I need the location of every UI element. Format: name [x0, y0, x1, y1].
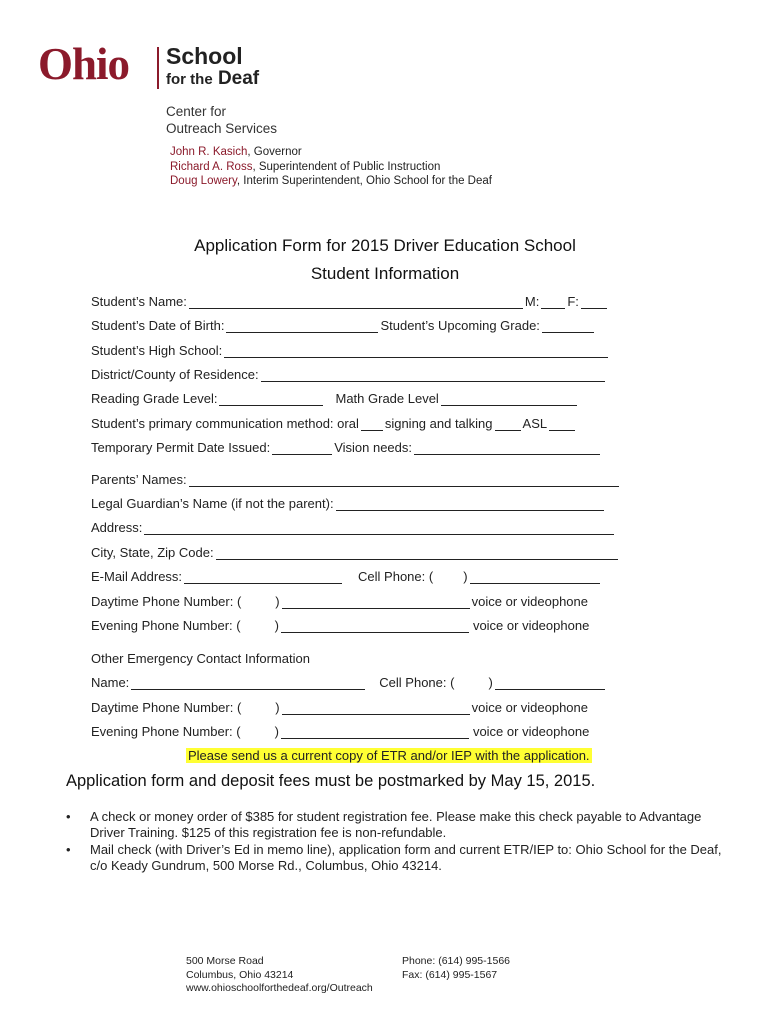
dob-label: Student’s Date of Birth: — [91, 318, 225, 333]
signing-label: signing and talking — [384, 416, 493, 431]
official-title: , Interim Superintendent, Ohio School for the Deaf — [236, 175, 492, 187]
daytime-field[interactable] — [282, 596, 470, 609]
instructions-list — [66, 809, 726, 875]
payment-refund-text: . $125 of this registration fee is non-refundable. — [174, 825, 447, 840]
comm-label: Student’s primary communication method: oral — [91, 416, 359, 431]
permit-field[interactable] — [272, 442, 332, 455]
row-high-school — [91, 343, 610, 358]
official-governor — [170, 145, 492, 160]
row-address — [91, 520, 616, 535]
footer-website-link[interactable]: www.ohioschoolforthedeaf.org/Outreach — [186, 982, 373, 994]
asl-field[interactable] — [549, 418, 575, 431]
district-field[interactable] — [261, 369, 605, 382]
bullet-dot-icon: • — [66, 809, 71, 824]
high-school-field[interactable] — [224, 345, 608, 358]
row-guardian — [91, 496, 606, 511]
signing-field[interactable] — [495, 418, 521, 431]
row-student-name: Student’s Name : M: F: — [91, 294, 609, 309]
row-district — [91, 367, 607, 382]
footer-address — [186, 955, 373, 996]
city-label: City, State, Zip Code: — [91, 545, 214, 560]
emergency-heading: Other Emergency Contact Information — [91, 651, 310, 666]
row-emergency-evening — [91, 724, 589, 739]
math-field[interactable] — [441, 393, 577, 406]
grade-field[interactable] — [542, 320, 594, 333]
reading-field[interactable] — [219, 393, 323, 406]
bullet-dot-icon: • — [66, 842, 71, 857]
row-communication — [91, 416, 577, 431]
official-title: , Superintendent of Public Instruction — [252, 160, 441, 173]
row-email-cell — [91, 569, 602, 584]
cell-label: Cell Phone: ( — [358, 569, 434, 584]
cell-field[interactable] — [470, 571, 600, 584]
male-field[interactable] — [541, 296, 565, 309]
district-label: District/County of Residence: — [91, 367, 259, 382]
row-permit-vision — [91, 440, 602, 455]
city-field[interactable] — [216, 547, 618, 560]
payment-payable-text: Please make this check payable to Advantage Driver Training — [90, 809, 702, 840]
mail-text: Mail check (with Driver’s Ed in memo line), application form and current ETR/IEP to: Ohio School for the Deaf, c/o Keady Gundrum, 500 Morse Rd., Columbus, Ohio 43214. — [90, 842, 722, 873]
parents-label: Parents’ Names — [91, 472, 183, 487]
emergency-cell-label: Cell Phone: ( — [379, 675, 455, 690]
email-label: E-Mail Address: — [91, 569, 183, 584]
address-label: Address: — [91, 520, 143, 535]
footer-contact — [402, 955, 510, 982]
row-emergency-daytime — [91, 700, 588, 715]
center-line-1: Center for — [166, 104, 227, 119]
instruction-mail — [66, 842, 726, 874]
form-subtitle: Student Information — [310, 264, 460, 283]
cell-close-paren: ) — [463, 569, 468, 584]
student-name-label: Student’s Name — [91, 294, 184, 309]
high-school-label: Student’s High School: — [91, 343, 223, 358]
logo-for-the: for the — [166, 71, 213, 88]
evening-field[interactable] — [281, 620, 469, 633]
math-label: Math Grade Level — [335, 391, 439, 406]
footer-phone: Phone: (614) 995-1566 — [402, 955, 510, 967]
evening-label: Evening Phone Number: ( — [91, 618, 241, 633]
logo-deaf: Deaf — [217, 68, 260, 89]
emergency-evening-close-paren: ) — [274, 724, 279, 739]
daytime-close-paren: ) — [275, 594, 280, 609]
grade-label: Student’s Upcoming Grade: — [380, 318, 540, 333]
center-line-2: Outreach Services — [166, 121, 278, 136]
vision-field[interactable] — [414, 442, 600, 455]
row-emergency-name — [91, 675, 607, 690]
reading-label: Reading Grade Level: — [91, 391, 218, 406]
row-dob-grade — [91, 318, 596, 333]
footer-address-line-1: 500 Morse Road — [186, 955, 264, 967]
parents-field[interactable] — [189, 474, 619, 487]
instruction-payment — [66, 809, 726, 841]
official-interim-superintendent — [170, 174, 492, 189]
emergency-daytime-close-paren: ) — [275, 700, 280, 715]
emergency-daytime-label: Daytime Phone Number: ( — [91, 700, 242, 715]
m-label: M: — [524, 294, 540, 309]
emergency-evening-label: Evening Phone Number: ( — [91, 724, 241, 739]
row-daytime-phone — [91, 594, 588, 609]
evening-voice-label: voice or videophone — [472, 618, 590, 633]
officials-list — [170, 145, 492, 189]
emergency-evening-field[interactable] — [281, 726, 469, 739]
center-for-outreach — [166, 103, 277, 137]
emergency-name-label: Name: — [91, 675, 130, 690]
guardian-field[interactable] — [336, 498, 604, 511]
address-field[interactable] — [144, 522, 614, 535]
logo-divider — [157, 47, 159, 89]
payment-text: A check or money order of $385 for student registration fee. — [90, 809, 437, 824]
official-title: , Governor — [247, 146, 302, 158]
emergency-daytime-field[interactable] — [282, 702, 470, 715]
etr-iep-notice: Please send us a current copy of ETR and/or IEP with the application. — [188, 748, 590, 763]
oral-field[interactable] — [361, 418, 383, 431]
official-name: Doug Lowery — [170, 175, 237, 187]
logo-for-the-deaf — [166, 69, 259, 88]
form-title: Application Form for 2015 Driver Education School — [194, 236, 576, 255]
guardian-label: Legal Guardian’s Name (if not the parent): — [91, 496, 334, 511]
official-superintendent — [170, 160, 492, 175]
evening-close-paren: ) — [274, 618, 279, 633]
official-name: Richard A. Ross — [170, 160, 253, 173]
row-evening-phone — [91, 618, 589, 633]
emergency-evening-voice-label: voice or videophone — [472, 724, 590, 739]
female-field[interactable] — [581, 296, 607, 309]
row-parents: Parents’ Names : — [91, 472, 621, 487]
f-label: F: — [567, 294, 579, 309]
permit-label: Temporary Permit Date Issued: — [91, 440, 271, 455]
row-grade-levels — [91, 391, 579, 406]
emergency-cell-close-paren: ) — [488, 675, 493, 690]
emergency-daytime-voice-label: voice or videophone — [471, 700, 588, 715]
student-name-field[interactable] — [189, 296, 523, 309]
emergency-name-field[interactable] — [131, 677, 365, 690]
dob-field[interactable] — [226, 320, 378, 333]
daytime-label: Daytime Phone Number: ( — [91, 594, 242, 609]
official-name: John R. Kasich — [170, 146, 248, 158]
asl-label: ASL — [522, 416, 548, 431]
daytime-voice-label: voice or videophone — [471, 594, 588, 609]
logo-school: School — [166, 43, 243, 69]
ohio-logo-word: Ohio — [38, 39, 130, 89]
row-city — [91, 545, 620, 560]
footer-address-line-2: Columbus, Ohio 43214 — [186, 968, 294, 981]
vision-label: Vision needs: — [334, 440, 413, 455]
deadline-heading: Application form and deposit fees must be postmarked by May 15, 2015. — [66, 772, 596, 790]
emergency-cell-field[interactable] — [495, 677, 605, 690]
email-field[interactable] — [184, 571, 342, 584]
footer-fax: Fax: (614) 995-1567 — [402, 968, 498, 981]
